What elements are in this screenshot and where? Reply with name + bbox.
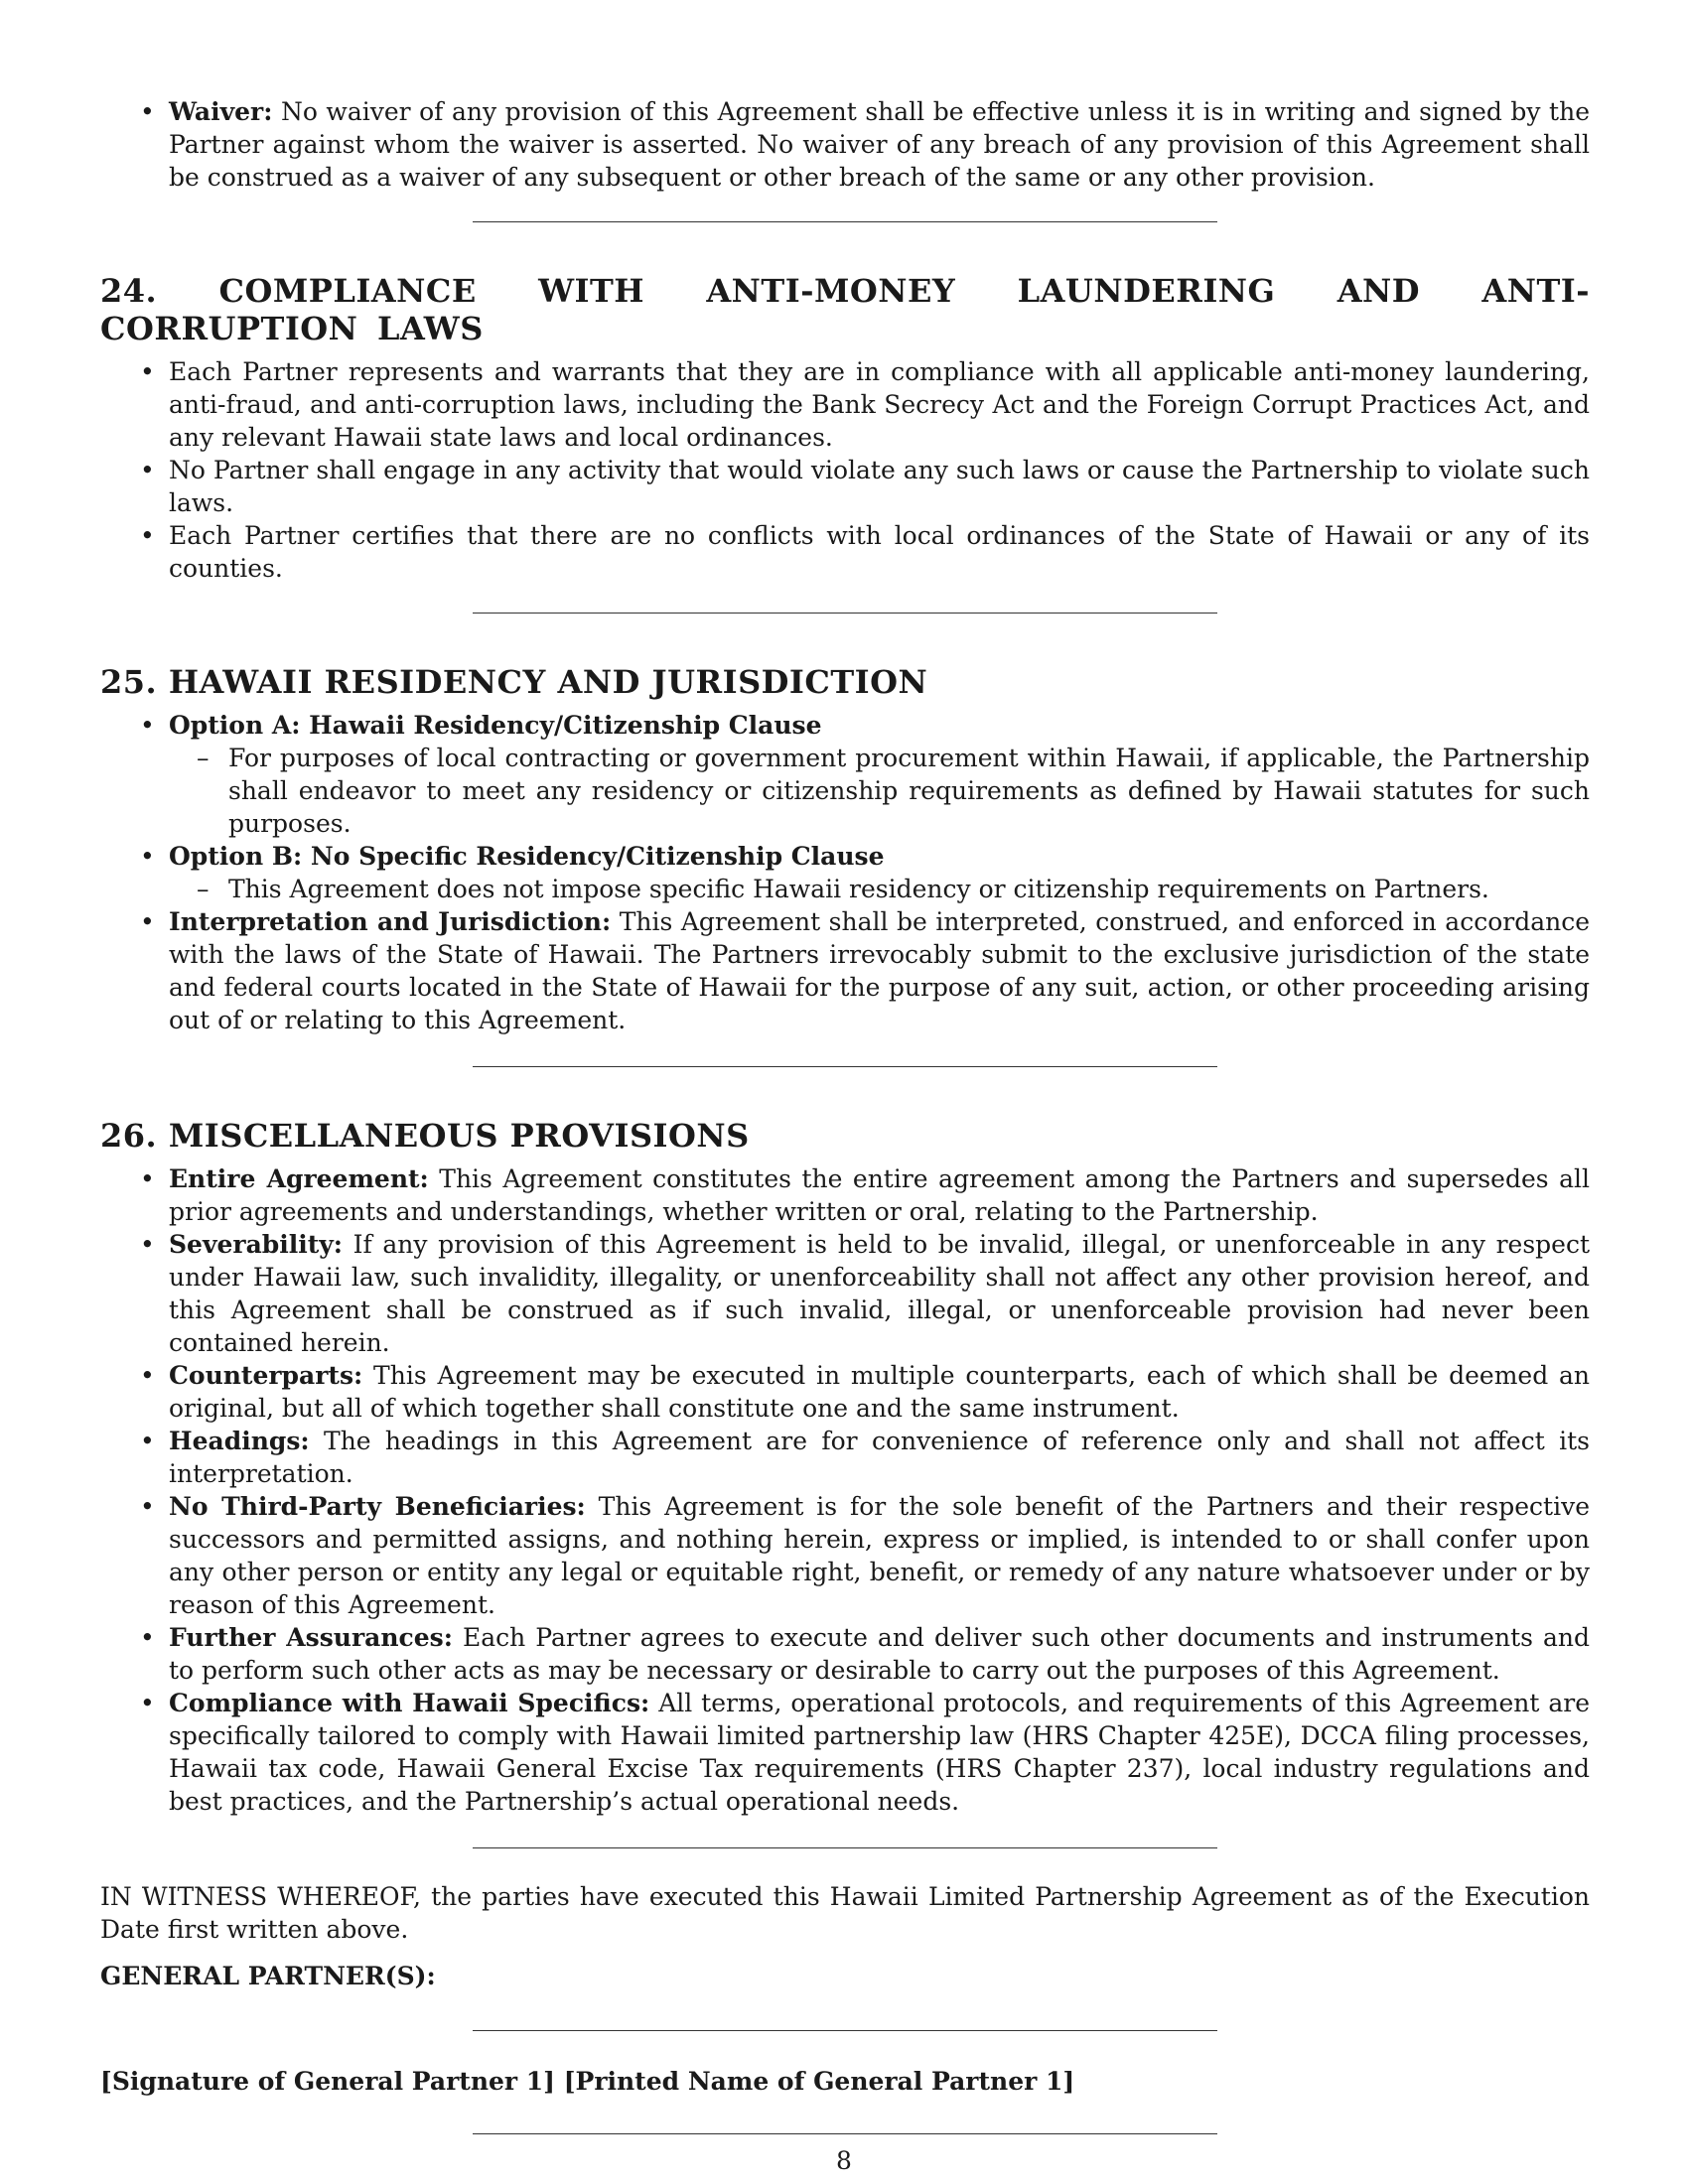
item-label: No Third-Party Beneficiaries: — [169, 1492, 586, 1521]
item-text: The headings in this Agreement are for convenience of reference only and shall not affect its interpretation. — [169, 1427, 1590, 1488]
item-text: Each Partner agrees to execute and deliver such other documents and instruments and to perform such other acts as may be necessary or desirable to carry out the purposes of this Agreement. — [169, 1623, 1590, 1685]
item-text: If any provision of this Agreement is held to be invalid, illegal, or unenforceable in any respect under Hawaii law, such invalidity, illegality, or unenforceability shall not affect any other provision hereof, and this Agreement shall be construed as if such invalid, illegal, or unenforceable provision had never been contained herein. — [169, 1230, 1590, 1357]
sub-list-item: – This Agreement does not impose specific Hawaii residency or citizenship requirements on Partners. — [169, 873, 1590, 905]
section-26-title: 26. MISCELLANEOUS PROVISIONS — [100, 1117, 750, 1155]
item-label: Counterparts: — [169, 1361, 363, 1390]
item-label: Entire Agreement: — [169, 1164, 429, 1193]
general-partners-heading: GENERAL PARTNER(S): — [100, 1962, 436, 1990]
list-item: • No Partner shall engage in any activity that would violate any such laws or cause the Partnership to violate such laws. — [100, 454, 1590, 519]
list-item-interpretation — [100, 905, 1590, 1036]
option-a-label: Option A: Hawaii Residency/Citizenship Clause — [169, 711, 822, 740]
item-text: All terms, operational protocols, and requirements of this Agreement are specifically tailored to comply with Hawaii limited partnership law (HRS Chapter 425E), DCCA filing processes, Hawaii tax code, Hawaii General Excise Tax requirements (HRS Chapter 237), local industry regulations and best practices, and the Partnership’s actual operational needs. — [169, 1689, 1590, 1816]
option-b-label: Option B: No Specific Residency/Citizenship Clause — [169, 842, 885, 871]
item-text: This Agreement constitutes the entire agreement among the Partners and supersedes all prior agreements and understandings, whether written or oral, relating to the Partnership. — [169, 1164, 1590, 1226]
divider — [473, 1066, 1217, 1067]
page-content — [100, 95, 1590, 2134]
waiver-list — [100, 95, 1590, 194]
item-label: Further Assurances: — [169, 1623, 453, 1652]
option-a-sublist — [169, 742, 1590, 840]
waiver-text: No waiver of any provision of this Agreement shall be effective unless it is in writing and signed by the Partner against whom the waiver is asserted. No waiver of any breach of any provision of this Agreement shall be construed as a waiver of any subsequent or other breach of the same or any other provision. — [169, 97, 1590, 192]
list-item — [100, 1425, 1590, 1490]
list-item: • Each Partner certifies that there are no conflicts with local ordinances of the State of Hawaii or any of its counties. — [100, 519, 1590, 585]
witness-paragraph: IN WITNESS WHEREOF, the parties have executed this Hawaii Limited Partnership Agreement as of the Execution Date first written above. — [100, 1882, 1590, 1944]
page-number: 8 — [836, 2146, 852, 2175]
option-b-sublist — [169, 873, 1590, 905]
section-25-list — [100, 709, 1590, 1036]
item-text: This Agreement may be executed in multiple counterparts, each of which shall be deemed an original, but all of which together shall constitute one and the same instrument. — [169, 1361, 1590, 1423]
waiver-label: Waiver: — [169, 97, 273, 126]
interpretation-text: This Agreement shall be interpreted, construed, and enforced in accordance with the laws of the State of Hawaii. The Partners irrevocably submit to the exclusive jurisdiction of the state and federal courts located in the State of Hawaii for the purpose of any suit, action, or other proceeding arising out of or relating to this Agreement. — [169, 907, 1591, 1034]
list-item — [100, 1228, 1590, 1359]
interpretation-label: Interpretation and Jurisdiction: — [169, 907, 612, 936]
section-24-list — [100, 355, 1590, 585]
item-text: This Agreement is for the sole benefit of the Partners and their respective successors and permitted assigns, and nothing herein, express or implied, is intended to or shall confer upon any other person or entity any legal or equitable right, benefit, or remedy of any nature whatsoever under or by reason of this Agreement. — [169, 1492, 1590, 1619]
list-item — [100, 1359, 1590, 1425]
list-item-waiver — [100, 95, 1590, 194]
item-label: Severability: — [169, 1230, 344, 1259]
list-item-option-a — [100, 709, 1590, 840]
list-item — [100, 1621, 1590, 1687]
signature-rule — [473, 2030, 1217, 2031]
divider — [473, 2133, 1217, 2134]
item-label: Compliance with Hawaii Specifics: — [169, 1689, 650, 1717]
section-25-title: 25. HAWAII RESIDENCY AND JURISDICTION — [100, 663, 928, 701]
section-26-list — [100, 1162, 1590, 1818]
sub-list-item: – For purposes of local contracting or government procurement within Hawaii, if applicable, the Partnership shall endeavor to meet any residency or citizenship requirements as defined by Hawaii statutes for such purposes. — [169, 742, 1590, 840]
section-24-title: 24. COMPLIANCE WITH ANTI-MONEY LAUNDERING AND ANTI-CORRUPTION LAWS — [100, 272, 1590, 347]
list-item-option-b — [100, 840, 1590, 905]
list-item — [100, 1687, 1590, 1818]
divider — [473, 1847, 1217, 1848]
divider — [473, 221, 1217, 222]
divider — [473, 613, 1217, 614]
list-item: • Each Partner represents and warrants that they are in compliance with all applicable anti-money laundering, anti-fraud, and anti-corruption laws, including the Bank Secrecy Act and the Foreign Corrupt Practices Act, and any relevant Hawaii state laws and local ordinances. — [100, 355, 1590, 454]
item-label: Headings: — [169, 1427, 310, 1455]
list-item — [100, 1162, 1590, 1228]
list-item — [100, 1490, 1590, 1621]
signature-line: [Signature of General Partner 1] [Printed Name of General Partner 1] — [100, 2067, 1075, 2096]
